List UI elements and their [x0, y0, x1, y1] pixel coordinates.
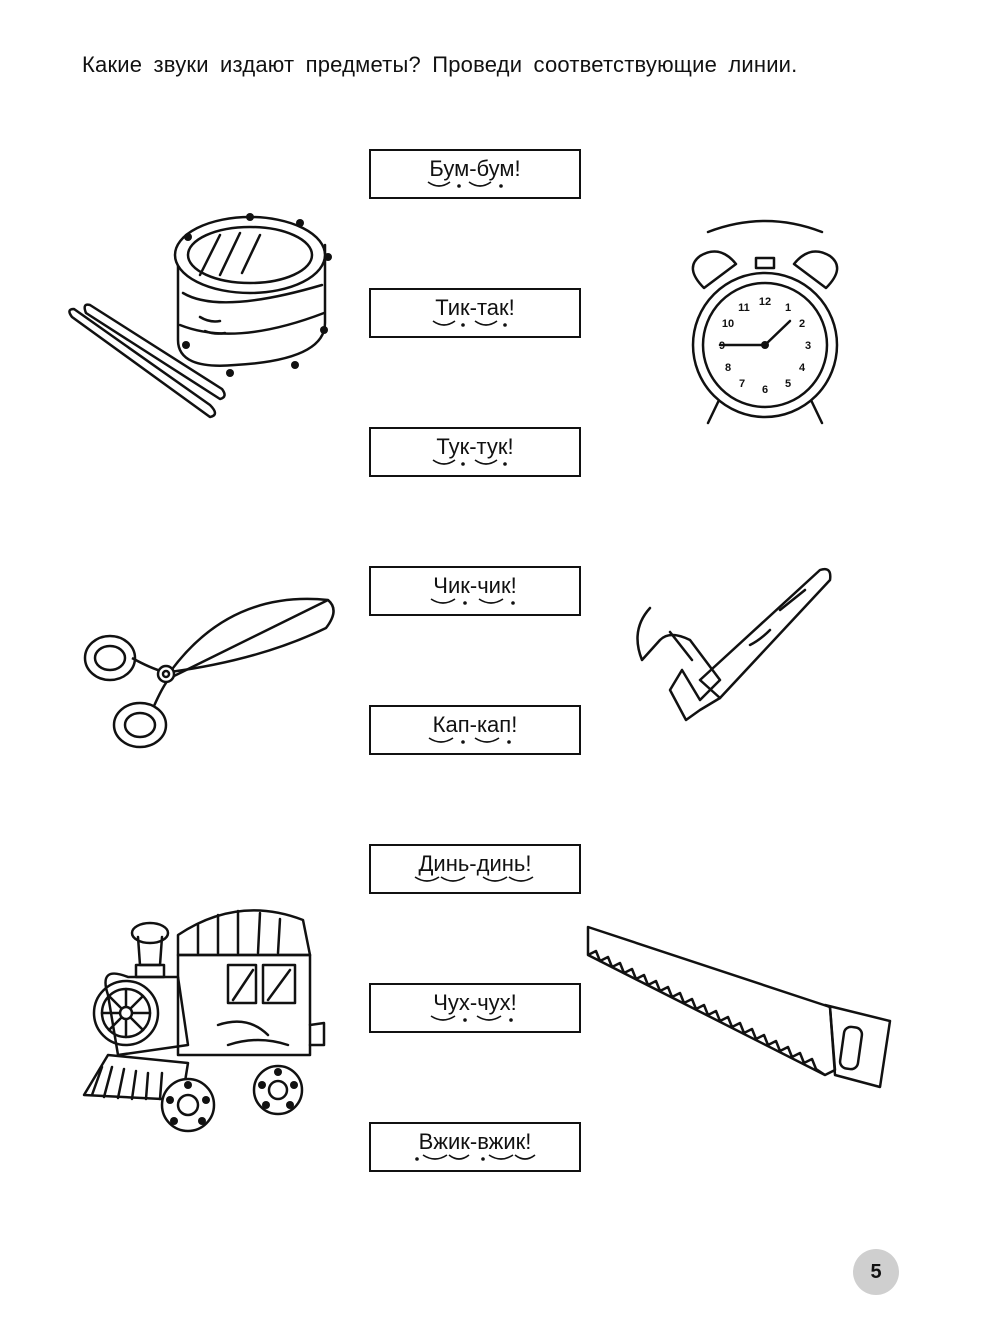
- clock-number: 4: [798, 362, 806, 374]
- syllable-marks: [371, 457, 583, 471]
- word-box-bum-bum[interactable]: [369, 149, 581, 199]
- word-box-tuk-tuk[interactable]: [369, 427, 581, 477]
- clock-number: 2: [798, 318, 806, 330]
- hammer-icon[interactable]: [630, 560, 840, 730]
- scissors-icon[interactable]: [80, 580, 340, 760]
- word-label: Чух-чух!: [433, 990, 517, 1015]
- clock-number: 7: [738, 378, 746, 390]
- word-label: Вжик-вжик!: [418, 1129, 532, 1154]
- syllable-marks: [371, 874, 583, 888]
- word-label: Бум-бум!: [429, 156, 521, 181]
- task-instruction: Какие звуки издают предметы? Проведи соответствующие линии.: [82, 52, 798, 77]
- syllable-marks: [371, 1152, 583, 1166]
- word-label: Чик-чик!: [433, 573, 517, 598]
- word-box-chukh-chukh[interactable]: [369, 983, 581, 1033]
- syllable-marks: [371, 318, 583, 332]
- word-label: Кап-кап!: [432, 712, 518, 737]
- syllable-marks: [371, 735, 583, 749]
- word-box-vzhik-vzhik[interactable]: [369, 1122, 581, 1172]
- page-number: 5: [853, 1249, 899, 1295]
- syllable-marks: [371, 179, 583, 193]
- toy-train-icon[interactable]: [78, 895, 328, 1165]
- alarm-clock-icon[interactable]: [680, 218, 850, 433]
- clock-number: 12: [758, 296, 772, 308]
- clock-number: 9: [718, 340, 726, 352]
- syllable-marks: [371, 1013, 583, 1027]
- hand-saw-icon[interactable]: [580, 915, 900, 1095]
- syllable-marks: [371, 596, 583, 610]
- word-label: Динь-динь!: [418, 851, 532, 876]
- clock-number: 6: [761, 384, 769, 396]
- word-label: Тик-так!: [435, 295, 515, 320]
- word-box-tik-tak[interactable]: [369, 288, 581, 338]
- clock-number: 10: [721, 318, 735, 330]
- clock-number: 1: [784, 302, 792, 314]
- word-label: Тук-тук!: [436, 434, 514, 459]
- clock-number: 11: [738, 302, 750, 314]
- clock-number: 5: [784, 378, 792, 390]
- word-box-kap-kap[interactable]: [369, 705, 581, 755]
- drum-with-sticks-icon[interactable]: [60, 205, 340, 435]
- clock-number: 8: [724, 362, 732, 374]
- word-box-din-din[interactable]: [369, 844, 581, 894]
- clock-number: 3: [804, 340, 812, 352]
- word-box-chik-chik[interactable]: [369, 566, 581, 616]
